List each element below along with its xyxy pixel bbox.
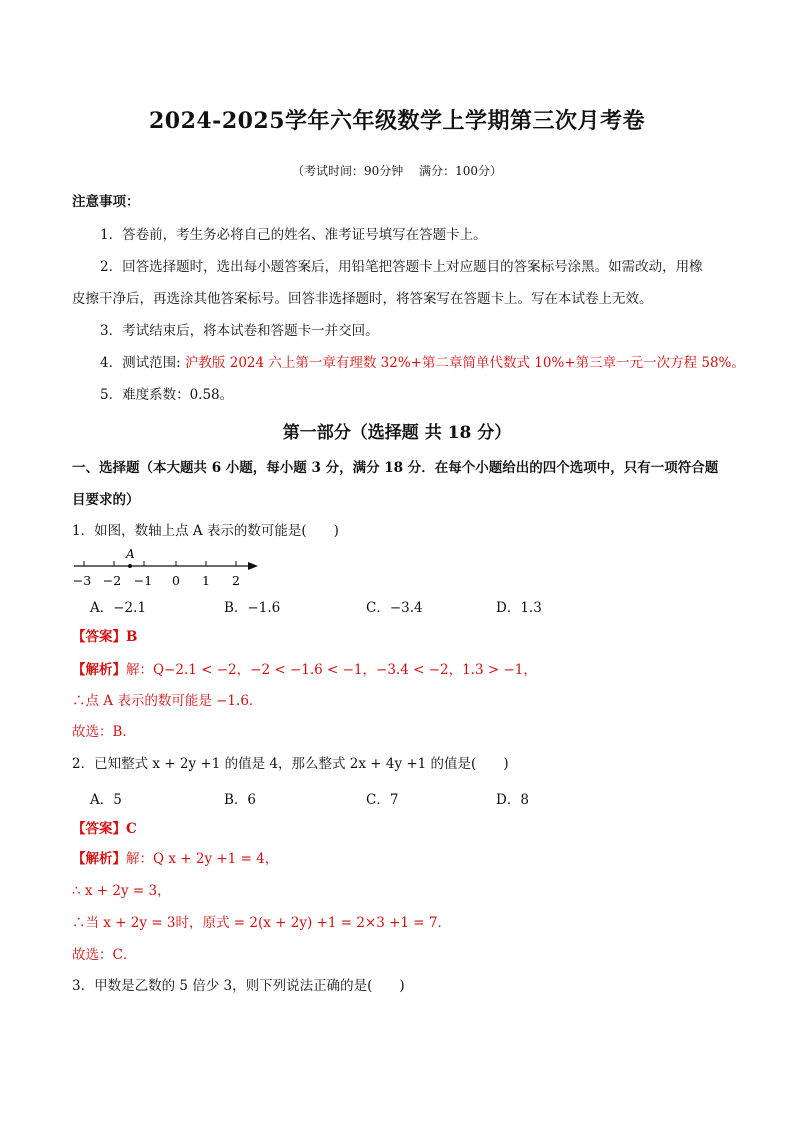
q2-step-2: ∴当 x + 2y = 3时，原式 = 2(x + 2y) +1 = 2×3 +1 = 7． bbox=[72, 915, 451, 931]
section-intro-line-2: 目要求的） bbox=[72, 492, 140, 508]
notes-heading: 注意事项： bbox=[72, 194, 140, 210]
test-range: 沪教版 2024 六上第一章有理数 32%+第二章简单代数式 10%+第三章一元一次方程 58%。 bbox=[184, 355, 745, 371]
q1-stem: 1．如图，数轴上点 A 表示的数可能是( ) bbox=[72, 523, 339, 539]
q1-analysis-body: 解：Q−2.1 < −2，−2 < −1.6 < −1，−3.4 < −2，1.3 > −1， bbox=[126, 662, 537, 678]
q1-answer: 【答案】B bbox=[72, 629, 138, 645]
tick-label: −2 bbox=[102, 573, 122, 588]
q1-analysis-label: 【解析】 bbox=[72, 662, 126, 678]
notes-item-3: 3．考试结束后，将本试卷和答题卡一并交回。 bbox=[100, 323, 379, 339]
q2-option-a: A．5 bbox=[90, 792, 122, 808]
q2-step-1: ∴ x + 2y = 3， bbox=[72, 883, 171, 899]
q2-choice: 故选：C． bbox=[72, 947, 137, 963]
exam-info: （考试时间：90分钟 满分：100分） bbox=[292, 164, 502, 178]
notes-item-4 bbox=[100, 353, 745, 373]
number-line-arrow bbox=[248, 562, 258, 570]
notes-item-5: 5．难度系数：0.58。 bbox=[100, 387, 234, 403]
q3-stem: 3．甲数是乙数的 5 倍少 3，则下列说法正确的是( ) bbox=[72, 978, 405, 994]
q1-option-b: B．−1.6 bbox=[224, 600, 281, 616]
point-a-marker bbox=[128, 564, 132, 568]
notes-item-2-line-2: 皮擦干净后，再选涂其他答案标号。回答非选择题时，将答案写在答题卡上。写在本试卷上无效。 bbox=[72, 291, 653, 307]
tick-label: −1 bbox=[133, 573, 153, 588]
q2-option-d: D．8 bbox=[496, 792, 529, 808]
q1-analysis bbox=[72, 660, 537, 680]
q2-answer: 【答案】C bbox=[72, 821, 137, 837]
tick-label: 0 bbox=[172, 573, 180, 588]
tick-label: 1 bbox=[202, 573, 210, 588]
number-line-figure bbox=[72, 546, 272, 588]
q1-option-d: D．1.3 bbox=[496, 600, 542, 616]
q2-stem: 2．已知整式 x + 2y +1 的值是 4，那么整式 2x + 4y +1 的值是( ) bbox=[72, 756, 509, 772]
q1-conclusion: ∴点 A 表示的数可能是 −1.6． bbox=[72, 693, 263, 709]
notes-item-1: 1．答卷前，考生务必将自己的姓名、准考证号填写在答题卡上。 bbox=[100, 227, 487, 243]
q1-choice: 故选：B． bbox=[72, 724, 136, 740]
notes-item-4-prefix: 4．测试范围: bbox=[100, 355, 181, 371]
q2-option-c: C．7 bbox=[366, 792, 399, 808]
q1-option-a: A．−2.1 bbox=[90, 600, 147, 616]
q2-analysis-body: 解：Q x + 2y +1 = 4， bbox=[126, 851, 279, 867]
q1-option-c: C．−3.4 bbox=[366, 600, 423, 616]
tick-label: 2 bbox=[232, 573, 240, 588]
section-intro-line-1: 一、选择题（本大题共 6 小题，每小题 3 分，满分 18 分．在每个小题给出的四个选项中，只有一项符合题 bbox=[72, 460, 719, 476]
section-heading: 第一部分（选择题 共 18 分） bbox=[282, 423, 512, 443]
page-title: 2024-2025学年六年级数学上学期第三次月考卷 bbox=[148, 108, 646, 134]
q2-analysis bbox=[72, 849, 278, 869]
q2-option-b: B．6 bbox=[224, 792, 257, 808]
point-a-label: A bbox=[126, 547, 135, 561]
q2-analysis-label: 【解析】 bbox=[72, 851, 126, 867]
tick-label: −3 bbox=[72, 573, 92, 588]
notes-item-2-line-1: 2．回答选择题时，选出每小题答案后，用铅笔把答题卡上对应题目的答案标号涂黑。如需改动，用橡 bbox=[100, 259, 703, 275]
